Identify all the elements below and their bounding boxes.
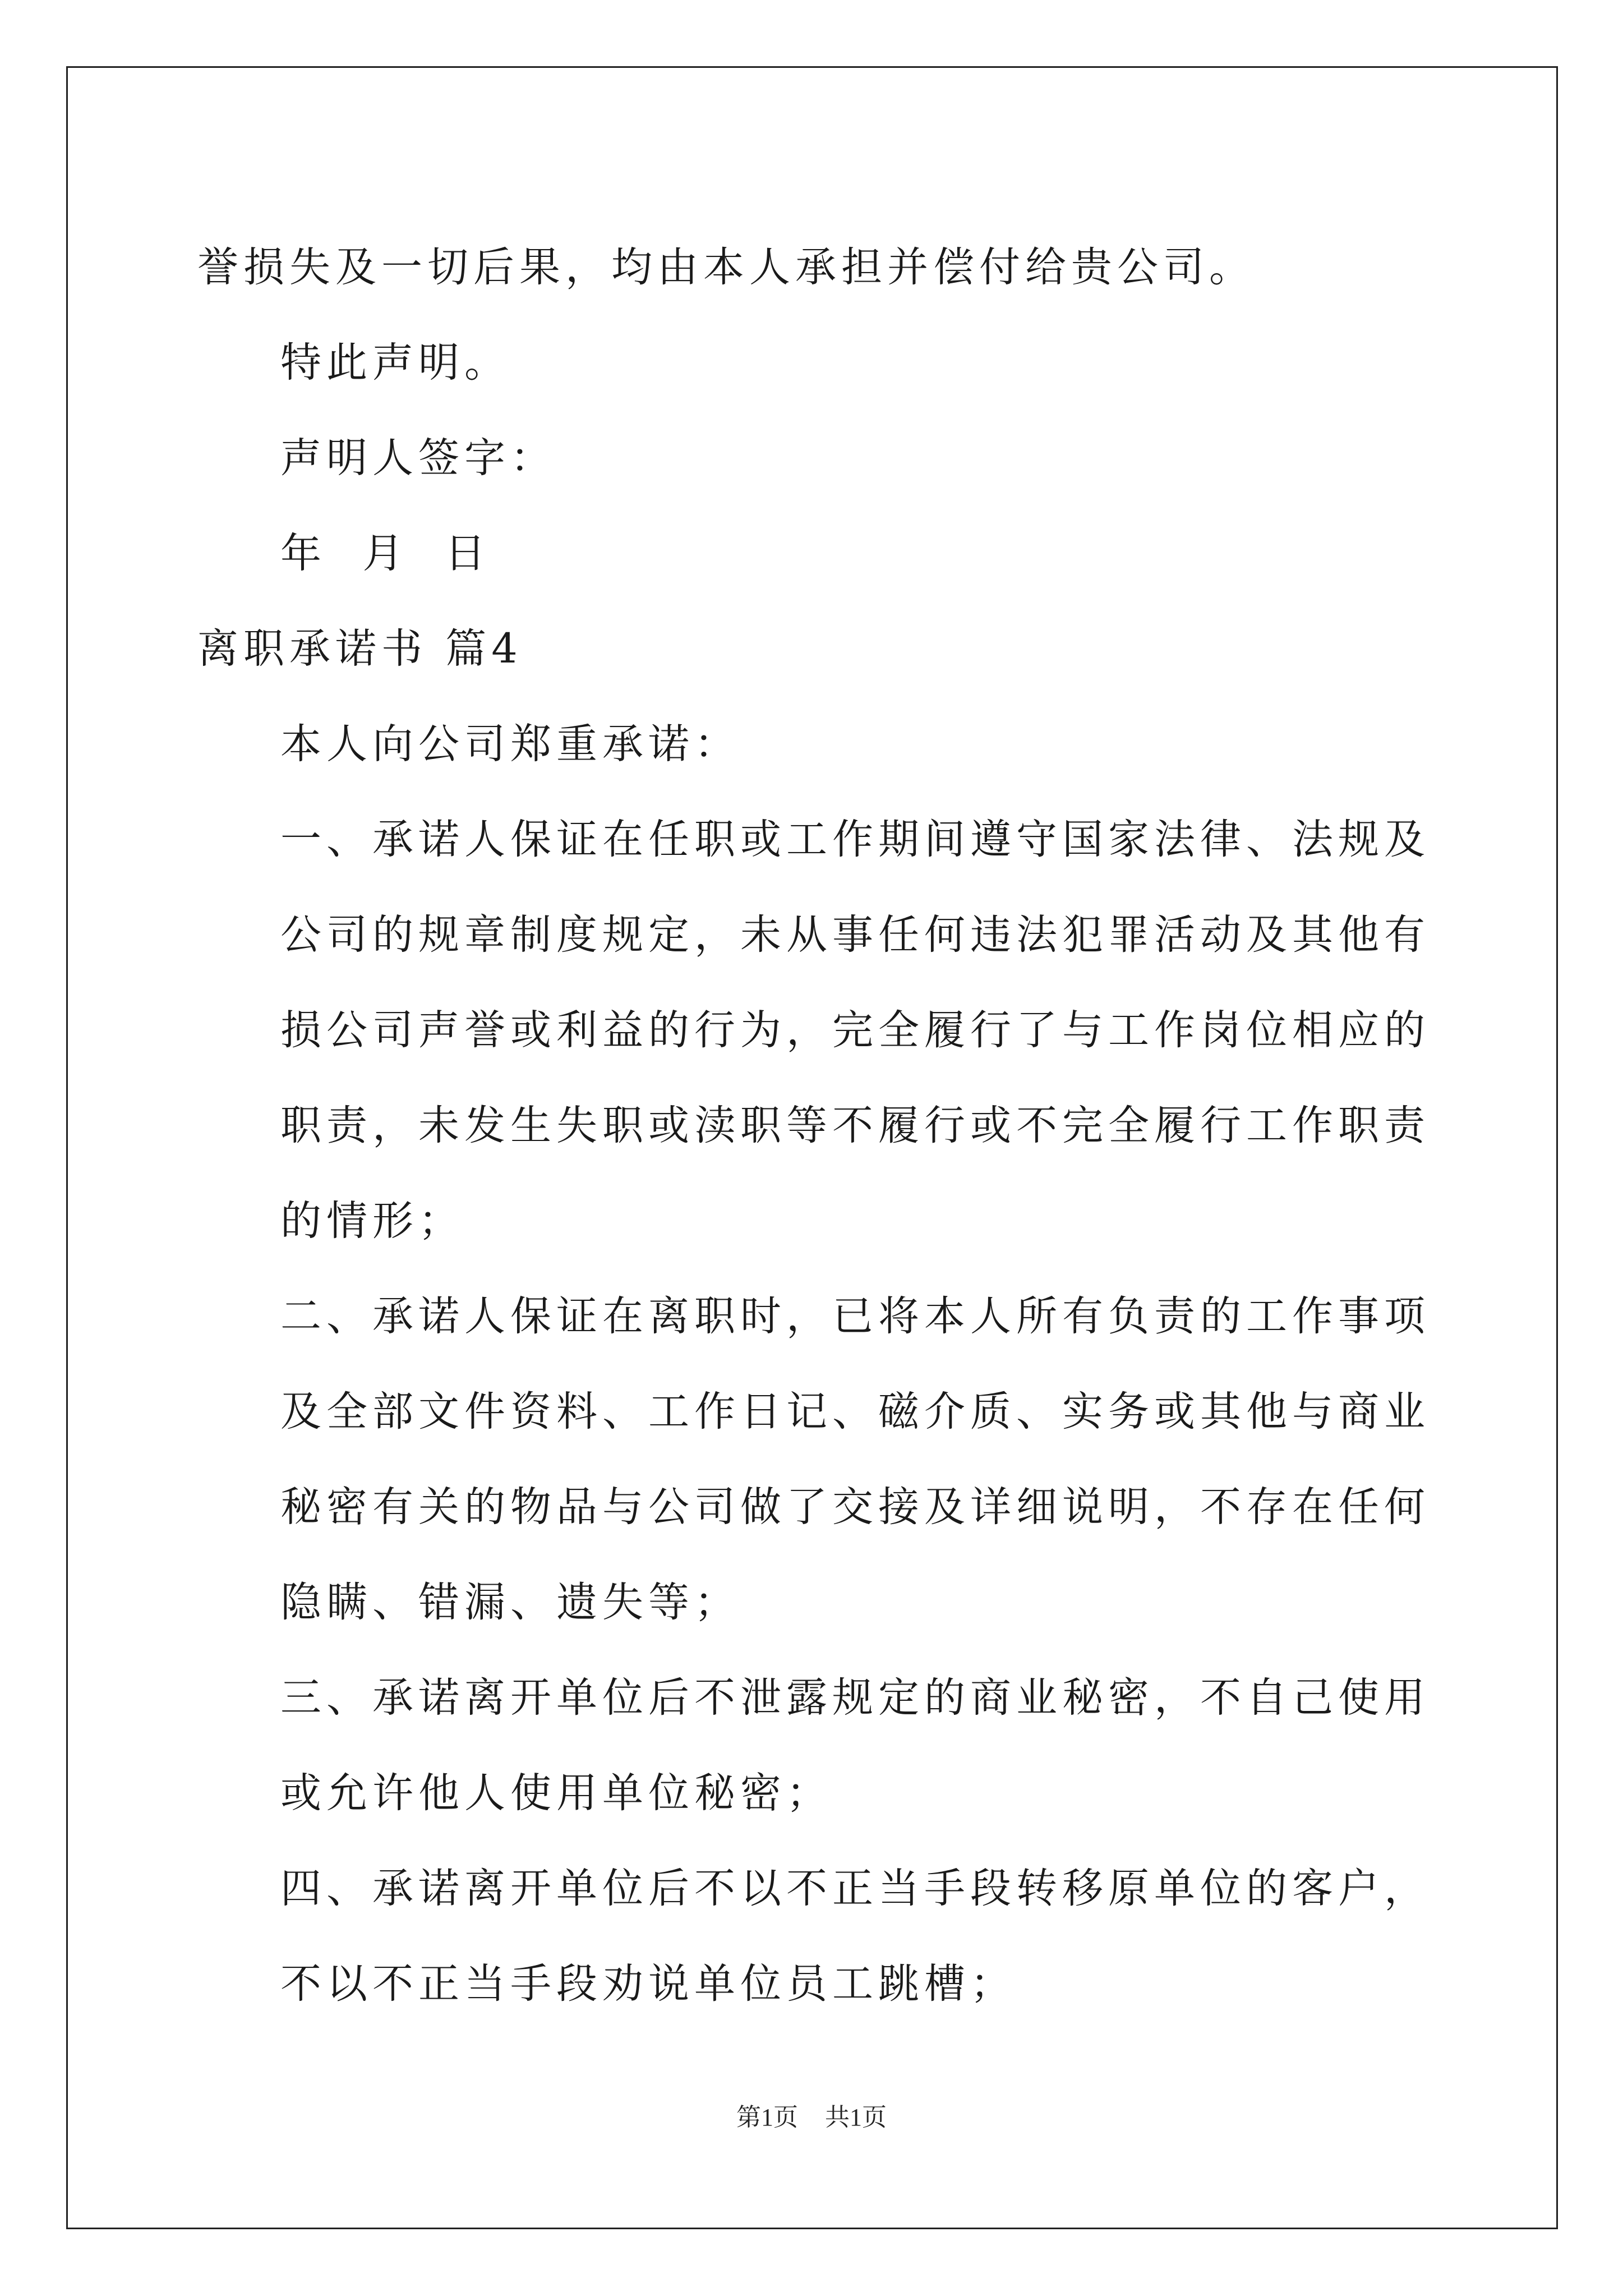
date-line: 年 月 日	[280, 530, 491, 577]
paragraph-1: 誉损失及一切后果，均由本人承担并偿付给贵公司。	[197, 243, 1255, 291]
clause-4: 四、承诺离开单位后不以不正当手段转移原单位的客户，不以不正当手段劝说单位员工跳槽；	[280, 1865, 1430, 2008]
page-footer	[0, 2097, 1623, 2133]
signature-line: 声明人签字：	[280, 434, 556, 482]
section-heading: 离职承诺书 篇4	[197, 625, 523, 673]
page-number: 第1页	[736, 2104, 798, 2131]
clause-1: 一、承诺人保证在任职或工作期间遵守国家法律、法规及公司的规章制度规定，未从事任何违法犯罪活动及其他有损公司声誉或利益的行为，完全履行了与工作岗位相应的职责，未发生失职或渎职等不履行或不完全履行工作职责的情形；	[280, 816, 1430, 1245]
paragraph-intro: 本人向公司郑重承诺：	[280, 720, 740, 768]
document-body	[197, 220, 1431, 2032]
paragraph-2: 特此声明。	[280, 339, 510, 386]
page-total: 共1页	[825, 2104, 887, 2131]
clause-3: 三、承诺离开单位后不泄露规定的商业秘密，不自己使用或允许他人使用单位秘密；	[280, 1674, 1430, 1817]
clause-2: 二、承诺人保证在离职时，已将本人所有负责的工作事项及全部文件资料、工作日记、磁介质、实务或其他与商业秘密有关的物品与公司做了交接及详细说明，不存在任何隐瞒、错漏、遗失等；	[280, 1292, 1430, 1626]
